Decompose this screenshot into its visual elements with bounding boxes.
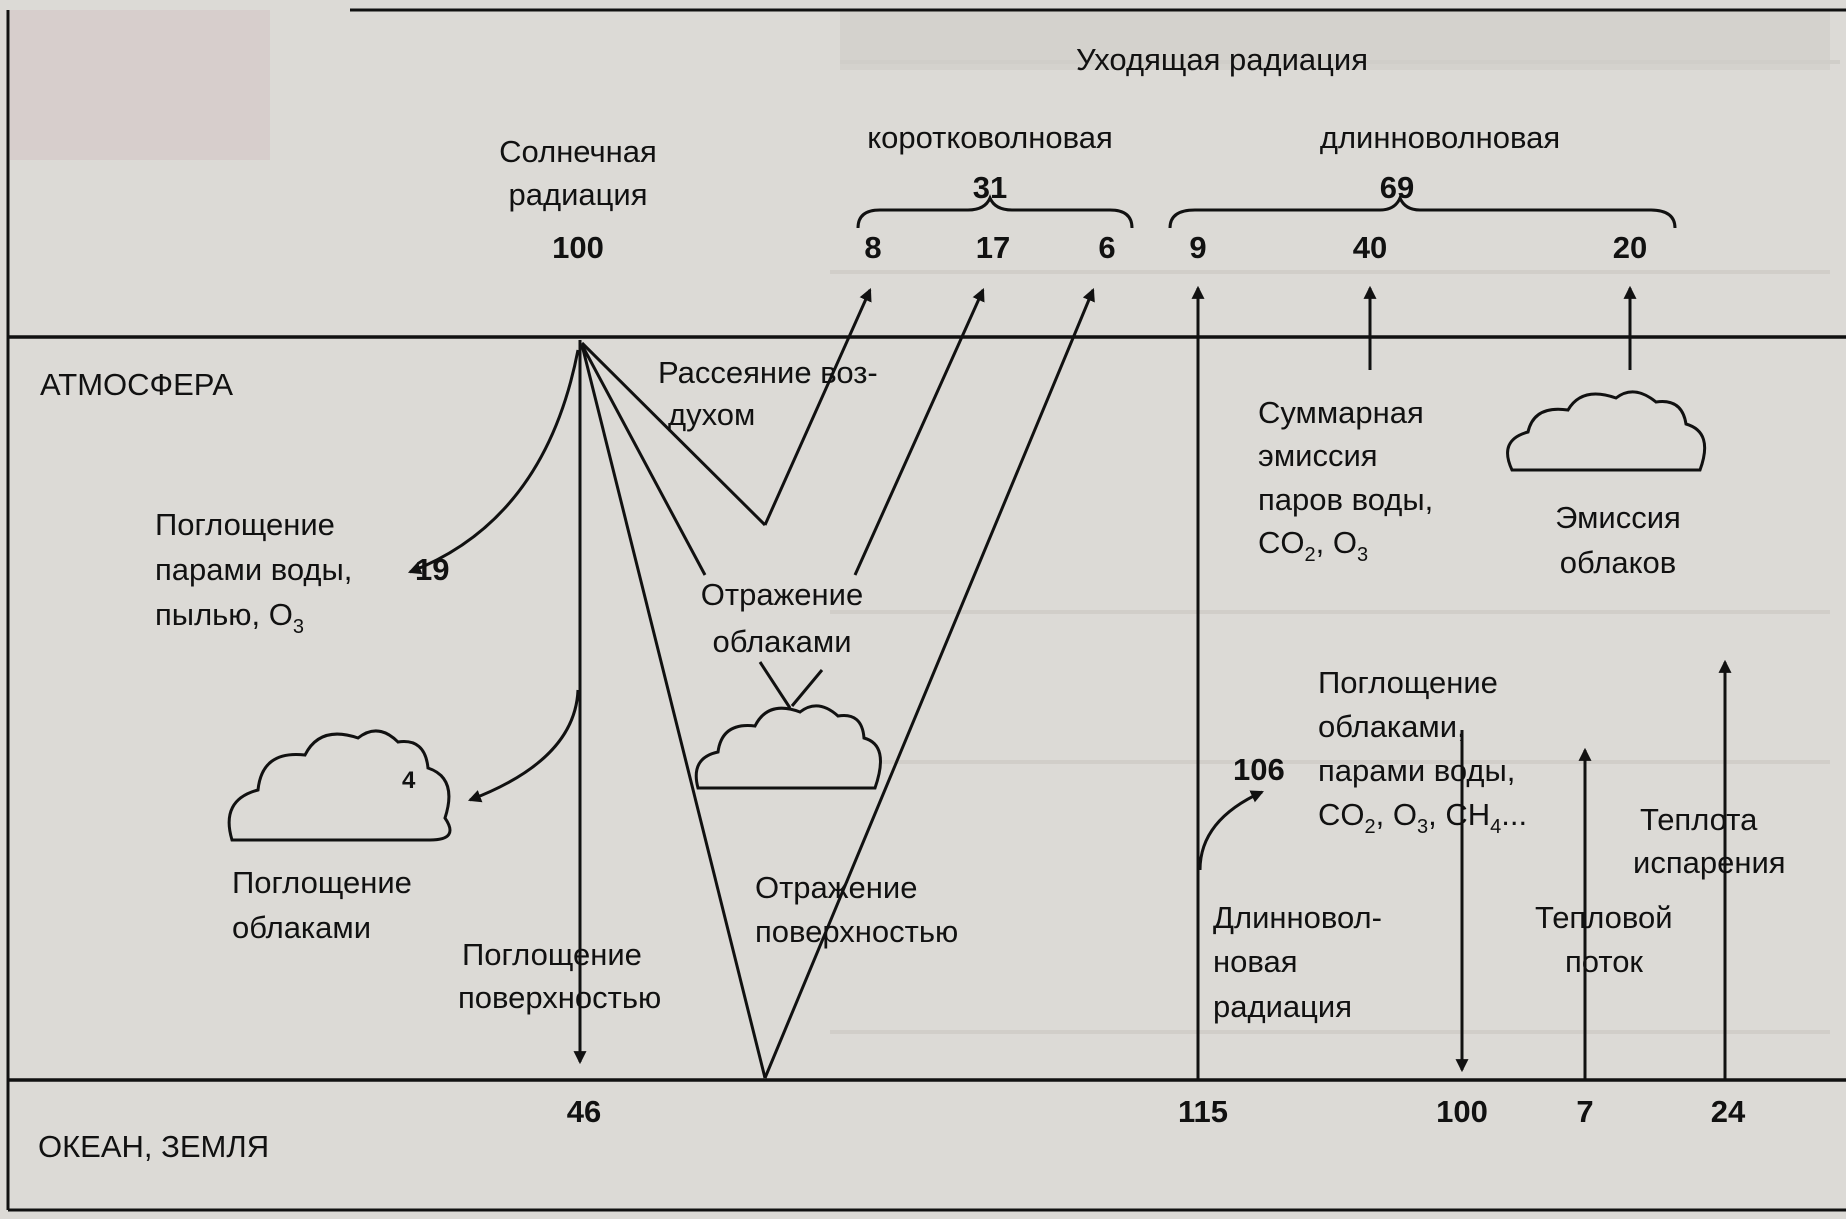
cloud-absorption-label-line1: Поглощение — [232, 865, 412, 900]
outgoing-value-air-scatter: 8 — [864, 230, 882, 265]
surface-reflection-label-line1: Отражение — [755, 870, 918, 905]
surface-absorption-label-line2: поверхностью — [458, 980, 662, 1015]
ground-value-evaporation: 24 — [1710, 1094, 1746, 1129]
cloud-lw-absorption-label-line3: парами воды, — [1318, 753, 1516, 788]
cloud-emission-label-line1: Эмиссия — [1555, 500, 1681, 535]
outgoing-value-vapor-emission: 40 — [1352, 230, 1388, 265]
vapor-absorption-label-line3: пылью, $O_3$ — [155, 597, 305, 638]
solar-radiation-label-line2: радиация — [508, 177, 648, 212]
atmosphere-label: АТМОСФЕРА — [40, 367, 234, 402]
surface-reflection-label-line2: поверхностью — [755, 914, 959, 949]
longwave-radiation-label-line1: Длинновол- — [1213, 900, 1382, 935]
cloud-lw-absorption-label-line1: Поглощение — [1318, 665, 1498, 700]
heat-flux-label-line2: поток — [1565, 944, 1643, 979]
vapor-emission-label-line3: паров воды, — [1258, 482, 1434, 517]
vapor-emission-label-line4: $CO_2$, $O_3$ — [1258, 525, 1369, 566]
air-scatter-label-line1: Рассеяние воз- — [658, 355, 878, 390]
ground-value-heat-flux: 7 — [1576, 1094, 1594, 1129]
ground-label: ОКЕАН, ЗЕМЛЯ — [38, 1129, 270, 1164]
outgoing-value-cloud-emission: 20 — [1612, 230, 1648, 265]
vapor-absorption-value: 19 — [415, 552, 450, 587]
back-radiation-value: 106 — [1233, 752, 1285, 787]
vapor-absorption-label-line2: парами воды, — [155, 552, 353, 587]
vapor-emission-label-line1: Суммарная — [1258, 395, 1424, 430]
cloud-absorption-value: 4 — [402, 767, 416, 794]
ground-value-longwave-emitted: 115 — [1177, 1094, 1229, 1129]
ground-value-surface-absorbed: 46 — [566, 1094, 602, 1129]
shortwave-label: коротковолновая — [867, 120, 1113, 155]
cloud-reflection-label-line2: облаками — [712, 624, 852, 659]
cloud-lw-absorption-label-line4: $CO_2$, $O_3$, $CH_4$... — [1318, 797, 1528, 838]
longwave-radiation-label-line3: радиация — [1213, 989, 1352, 1024]
cloud-absorption-label-line2: облаками — [232, 910, 372, 945]
surface-absorption-label-line1: Поглощение — [462, 937, 642, 972]
outgoing-value-cloud-reflect: 17 — [975, 230, 1011, 265]
longwave-total: 69 — [1379, 170, 1415, 205]
solar-radiation-label-line1: Солнечная — [499, 134, 657, 169]
evaporation-heat-label-line1: Теплота — [1640, 802, 1758, 837]
vapor-emission-label-line2: эмиссия — [1258, 438, 1378, 473]
longwave-radiation-label-line2: новая — [1213, 944, 1298, 979]
outgoing-value-surface-lw: 9 — [1189, 230, 1207, 265]
heat-flux-label-line1: Тепловой — [1535, 900, 1673, 935]
solar-input-value: 100 — [552, 230, 604, 265]
cloud-lw-absorption-label-line2: облаками, — [1318, 709, 1466, 744]
outgoing-value-surface-reflect: 6 — [1098, 230, 1116, 265]
shortwave-total: 31 — [972, 170, 1008, 205]
cloud-emission-label-line2: облаков — [1559, 545, 1677, 580]
vapor-absorption-label-line1: Поглощение — [155, 507, 335, 542]
longwave-label: длинноволновая — [1319, 120, 1561, 155]
cloud-reflection-label-line1: Отражение — [700, 577, 864, 612]
evaporation-heat-label-line2: испарения — [1633, 845, 1786, 880]
ground-value-back-radiation: 100 — [1436, 1094, 1488, 1129]
air-scatter-label-line2: духом — [668, 397, 756, 432]
outgoing-radiation-title: Уходящая радиация — [1075, 42, 1369, 77]
